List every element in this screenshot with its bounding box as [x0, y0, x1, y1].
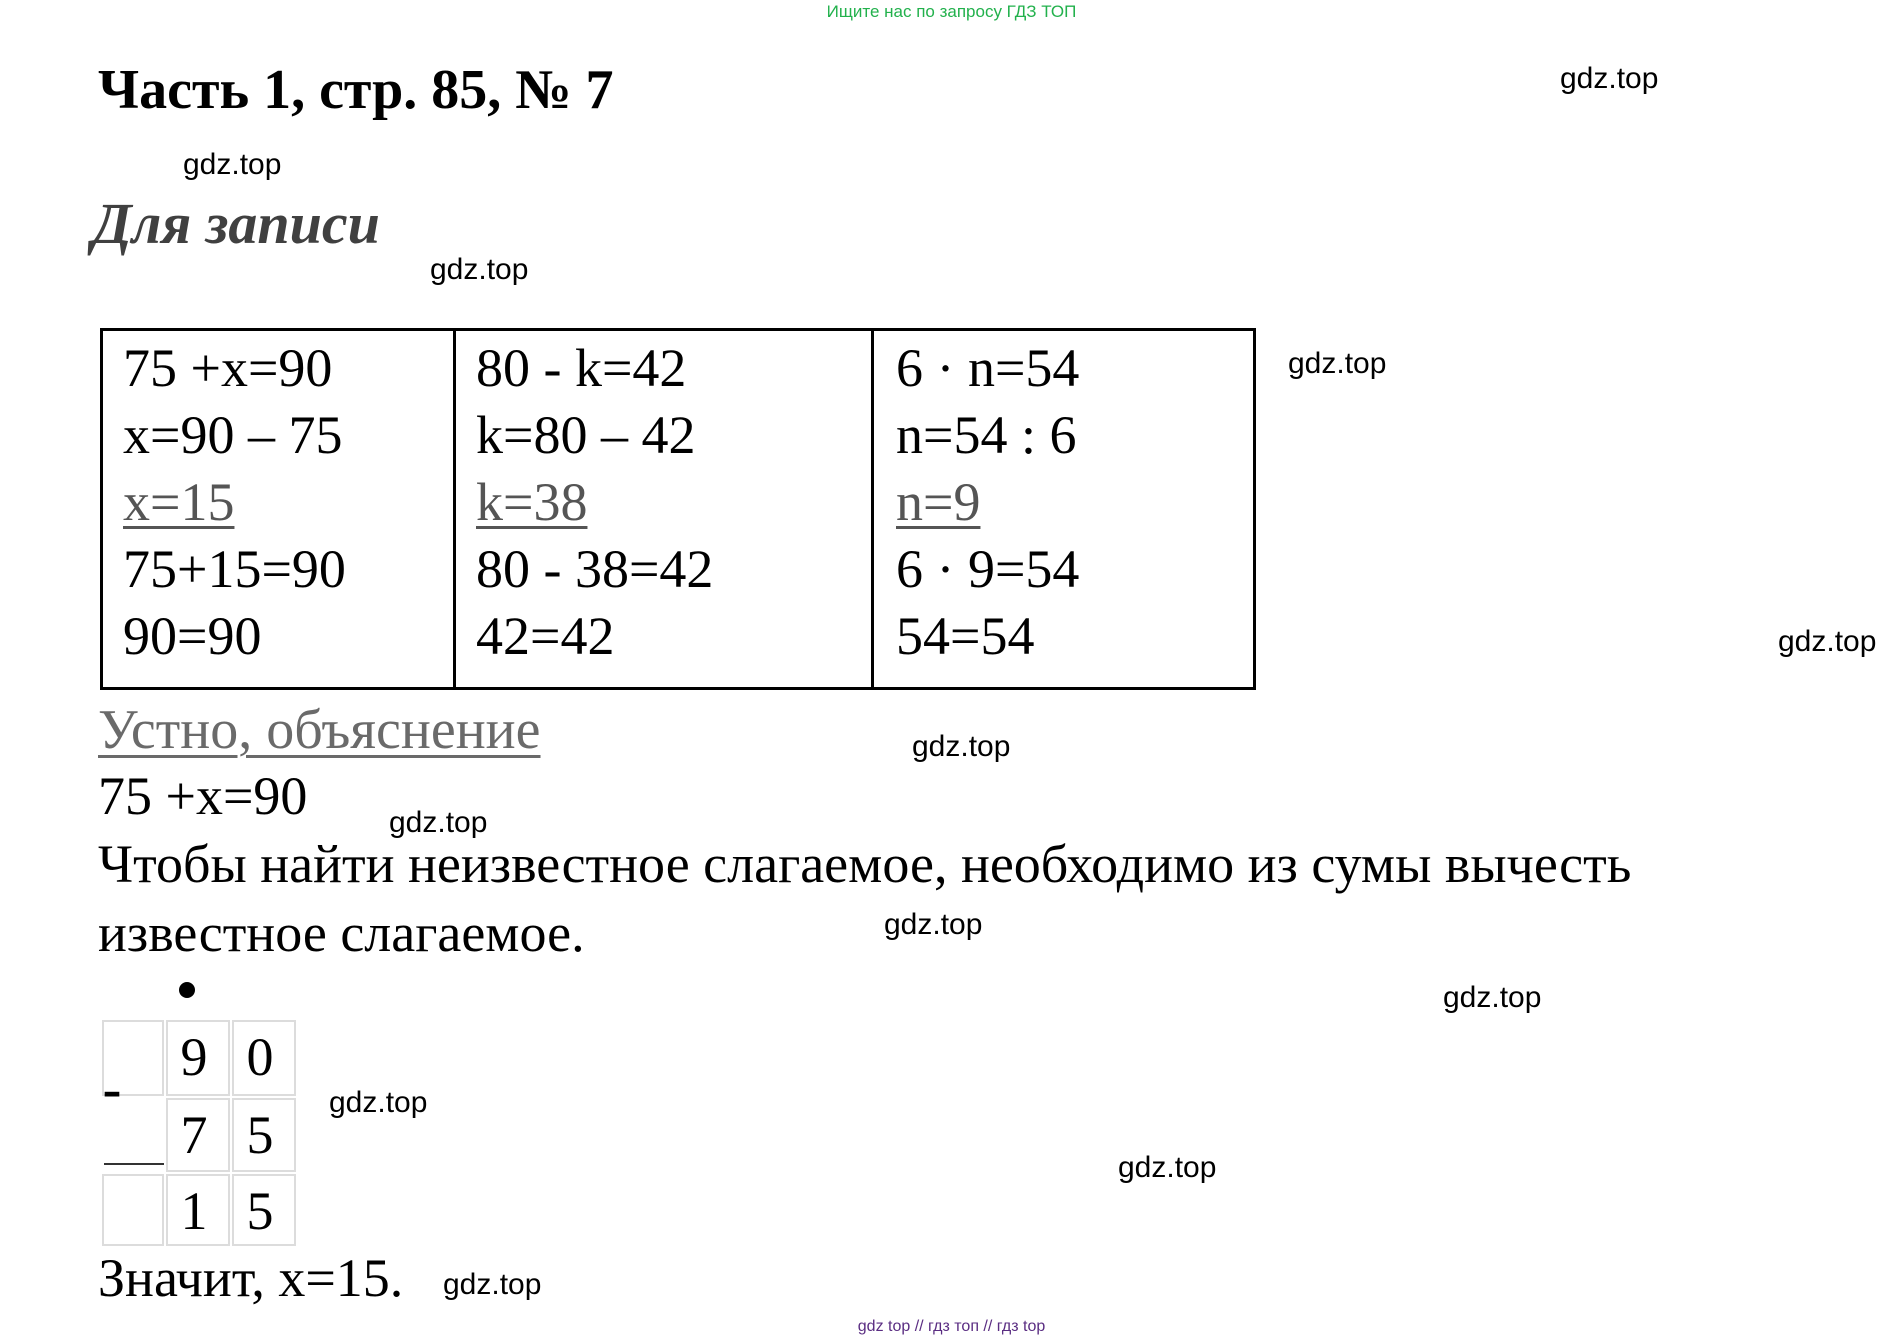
watermark: gdz.top: [912, 730, 1011, 763]
equation-line: 6 · n=54: [896, 338, 1080, 398]
equation-check-result: 42=42: [476, 606, 615, 666]
section-heading: Для записи: [92, 191, 380, 256]
equation-line: n=54 : 6: [896, 405, 1077, 465]
oral-equation: 75 +x=90: [98, 766, 308, 826]
equation-line: k=80 – 42: [476, 405, 696, 465]
watermark: gdz.top: [1560, 62, 1659, 95]
subtrahend-digit: 5: [232, 1098, 296, 1172]
conclusion: Значит, x=15.: [98, 1248, 404, 1308]
subtraction-underline: [104, 1163, 164, 1165]
equation-check-result: 54=54: [896, 606, 1035, 666]
equation-column-x: [103, 331, 453, 687]
equation-answer: k=38: [476, 472, 588, 532]
explanation-text: Чтобы найти неизвестное слагаемое, необходимо из сумы вычесть известное слагаемое.: [98, 834, 1632, 963]
subtrahend-digit: 7: [166, 1098, 230, 1172]
watermark: gdz.top: [884, 908, 983, 941]
difference-digit: 1: [166, 1174, 230, 1246]
equation-column-k: [453, 331, 871, 687]
page-title: Часть 1, стр. 85, № 7: [98, 59, 614, 121]
watermark: gdz.top: [329, 1086, 428, 1119]
carry-dot: [179, 982, 195, 998]
watermark: gdz.top: [443, 1268, 542, 1301]
equation-check: 80 - 38=42: [476, 539, 714, 599]
equation-check-result: 90=90: [123, 606, 262, 666]
watermark: gdz.top: [1443, 981, 1542, 1014]
equation-line: 75 +x=90: [123, 338, 333, 398]
equation-column-n: [871, 331, 1253, 687]
equation-line: x=90 – 75: [123, 405, 343, 465]
minuend-digit: 9: [166, 1020, 230, 1096]
watermark: gdz.top: [389, 806, 488, 839]
grid-cell: [102, 1174, 164, 1246]
equation-check: 6 · 9=54: [896, 539, 1080, 599]
equation-line: 80 - k=42: [476, 338, 687, 398]
difference-digit: 5: [232, 1174, 296, 1246]
minus-sign: -: [102, 1056, 122, 1123]
footer: gdz top // гдз топ // гдз top: [857, 1318, 1046, 1335]
oral-heading: Устно, объяснение: [98, 699, 541, 761]
equations-table: [100, 328, 1256, 690]
equation-answer: x=15: [123, 472, 235, 532]
minuend-digit: 0: [232, 1020, 296, 1096]
equation-check: 75+15=90: [123, 539, 346, 599]
watermark: gdz.top: [1288, 347, 1387, 380]
top-banner: Ищите нас по запросу ГДЗ ТОП: [826, 2, 1077, 21]
equation-answer: n=9: [896, 472, 981, 532]
watermark: gdz.top: [1778, 625, 1877, 658]
watermark: gdz.top: [183, 148, 282, 181]
watermark: gdz.top: [430, 253, 529, 286]
watermark: gdz.top: [1118, 1151, 1217, 1184]
